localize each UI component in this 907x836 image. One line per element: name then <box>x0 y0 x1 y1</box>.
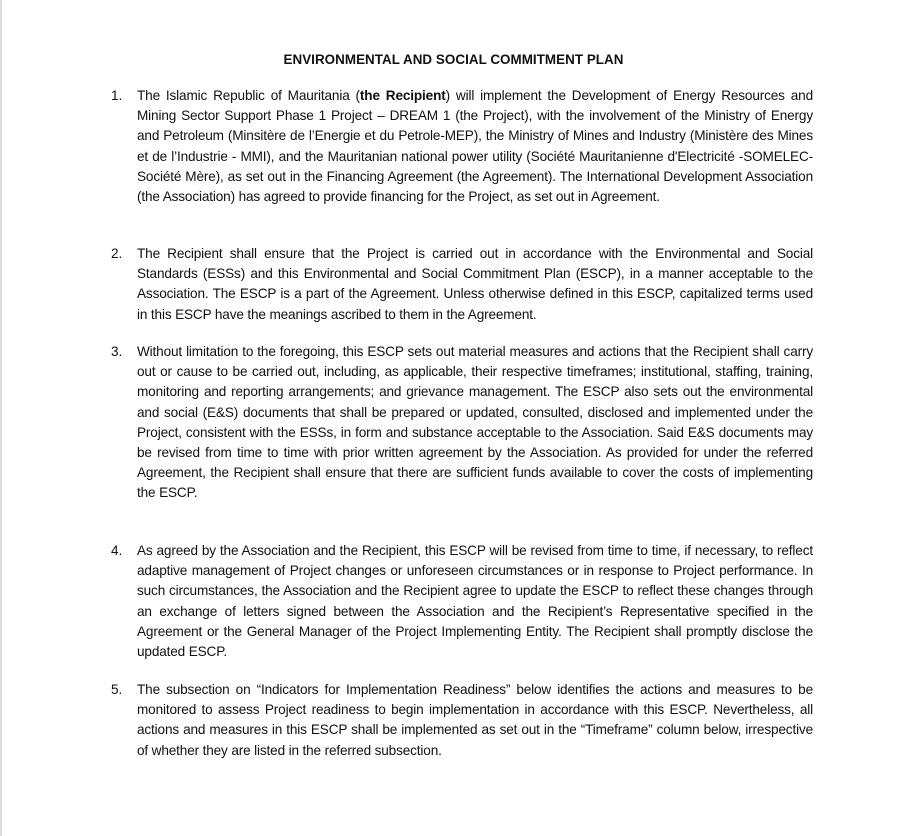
recipient-term: the Recipient <box>359 88 446 103</box>
paragraph-number: 5. <box>111 682 123 697</box>
paragraph-text: The Recipient shall ensure that the Project is carried out in accordance with the Environmental and Social Standards (ESSs) and this Environmental and Social Commitment Plan (ESCP), in a manner acceptable to the Association. The ESCP is a part of the Agreement. Unless otherwise defined in this ESCP, capitalized terms used in this ESCP have the meanings ascribed to them in the Agreement. <box>137 246 813 322</box>
paragraph-text-pre: The Islamic Republic of Mauritania ( <box>137 88 360 103</box>
paragraph-text: As agreed by the Association and the Recipient, this ESCP will be revised from time to time, if necessary, to reflect adaptive management of Project changes or unforeseen circumstances or in response to Project performance. In such circumstances, the Association and the Recipient agree to update the ESCP to reflect these changes through an exchange of letters signed between the Association and the Recipient’s Representative specified in the Agreement or the General Manager of the Project Implementing Entity. The Recipient shall promptly disclose the updated ESCP. <box>137 543 813 660</box>
paragraph-text: Without limitation to the foregoing, this ESCP sets out material measures and actions that the Recipient shall carry out or cause to be carried out, including, as applicable, their respective timeframes; institutional, staffing, training, monitoring and reporting arrangements; and grievance management. The ESCP also sets out the environmental and social (E&S) documents that shall be prepared or updated, consulted, disclosed and implemented under the Project, consistent with the ESSs, in form and substance acceptable to the Association. Said E&S documents may be revised from time to time with prior written agreement by the Association. As provided for under the referred Agreement, the Recipient shall ensure that there are sufficient funds available to cover the costs of implementing the ESCP. <box>137 344 813 501</box>
document-title: ENVIRONMENTAL AND SOCIAL COMMITMENT PLAN <box>283 52 624 67</box>
paragraph-number: 2. <box>111 246 123 261</box>
paragraph-number: 3. <box>111 344 123 359</box>
paragraph-text-post: ) will implement the Development of Energy Resources and Mining Sector Support Phase 1 Project – DREAM 1 (the Project), with the involvement of the Ministry of Energy and Petroleum (Minsitère de l’Energie et du Petrole-MEP), the Ministry of Mines and Industry (Ministère des Mines et de l’Industrie - MMI), and the Mauritanian national power utility (Société Mauritanienne d'Electricité -SOMELEC-Société Mère), as set out in the Financing Agreement (the Agreement). The International Development Association (the Association) has agreed to provide financing for the Project, as set out in Agreement. <box>137 88 813 205</box>
paragraph-text <box>137 86 813 207</box>
paragraph-text: The subsection on “Indicators for Implementation Readiness” below identifies the actions and measures to be monitored to assess Project readiness to begin implementation in accordance with this ESCP. Nevertheless, all actions and measures in this ESCP shall be implemented as set out in the “Timeframe” column below, irrespective of whether they are listed in the referred subsection. <box>137 682 813 758</box>
paragraph-number: 1. <box>111 88 123 103</box>
paragraph-number: 4. <box>111 543 123 558</box>
page-left-edge <box>0 0 2 836</box>
